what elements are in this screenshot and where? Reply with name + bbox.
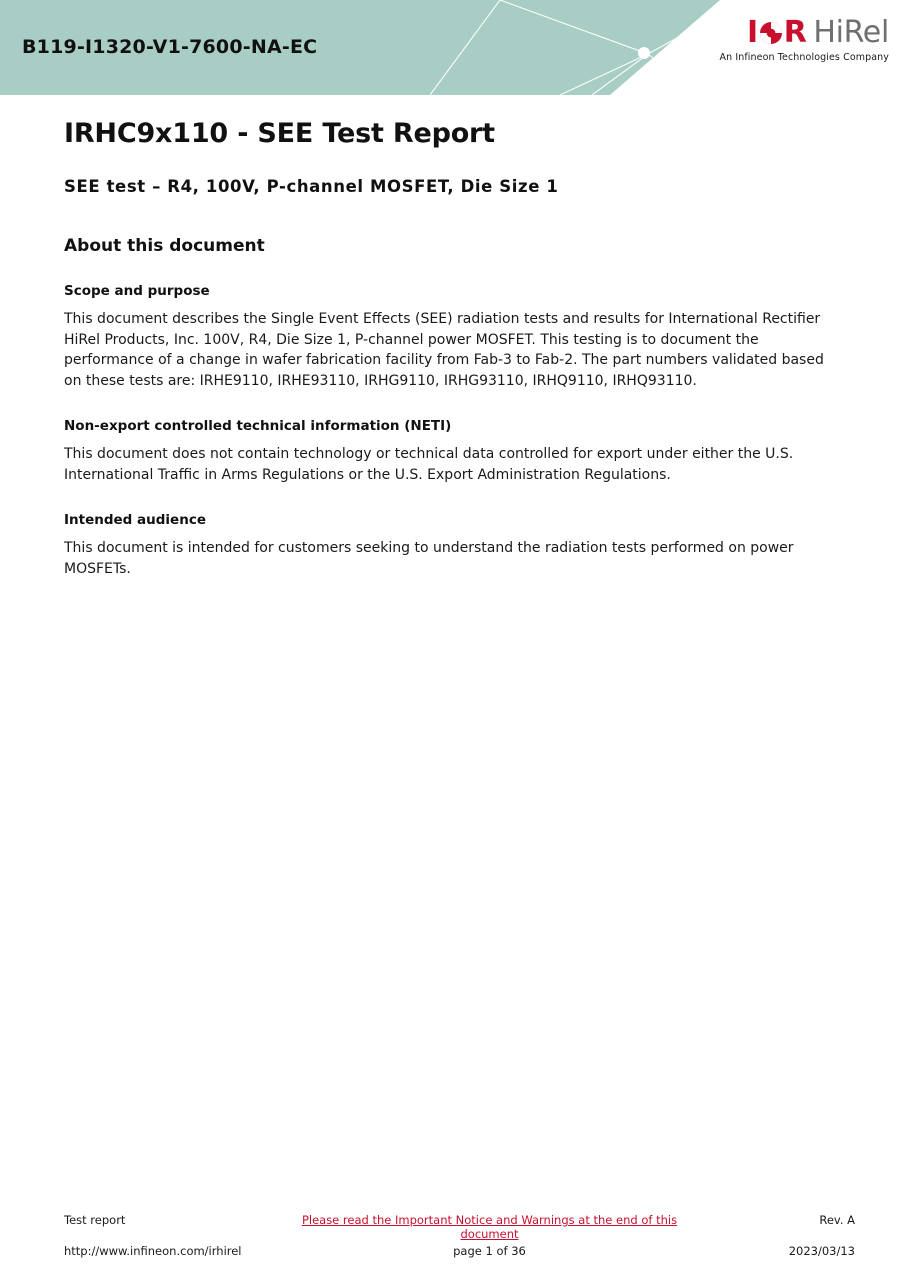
page-title: IRHC9x110 - SEE Test Report [64, 118, 495, 149]
ior-wordmark [747, 15, 807, 50]
document-body [64, 118, 854, 579]
footer-page-number: page 1 of 36 [453, 1244, 526, 1258]
neti-heading: Non-export controlled technical information (NETI) [64, 418, 452, 434]
page-subtitle: SEE test – R4, 100V, P-channel MOSFET, Die Size 1 [64, 177, 559, 196]
document-code: B119-I1320-V1-7600-NA-EC [22, 36, 318, 58]
hirel-text: HiRel [813, 15, 889, 50]
neti-text: This document does not contain technology or technical data controlled for export under either the U.S. International Traffic in Arms Regulations or the U.S. Export Administration Regulations. [64, 446, 794, 483]
hirel-wordmark [813, 15, 889, 50]
scope-and-purpose-heading: Scope and purpose [64, 283, 210, 299]
about-this-document-heading: About this document [64, 236, 265, 256]
intended-audience-text: This document is intended for customers seeking to understand the radiation tests performed on power MOSFETs. [64, 540, 794, 577]
footer-date: 2023/03/13 [788, 1244, 855, 1258]
ior-logo-mark [759, 21, 783, 45]
footer-url-link[interactable]: http://www.infineon.com/irhirel [64, 1244, 242, 1258]
page-header [0, 0, 905, 95]
ior-letter-r: R [783, 15, 807, 50]
intended-audience-heading: Intended audience [64, 512, 206, 528]
scope-and-purpose-text: This document describes the Single Event Effects (SEE) radiation tests and results for International Rectifier HiRel Products, Inc. 100V, R4, Die Size 1, P-channel power MOSFET. This testing is to document the performance of a change in wafer fabrication facility from Fab-3 to Fab-2. The part numbers validated based on these tests are: IRHE9110, IRHE93110, IRHG9110, IRHG93110, IRHQ9110, IRHQ93110. [64, 311, 824, 389]
company-logo [639, 15, 889, 63]
logo-tagline: An Infineon Technologies Company [719, 52, 889, 63]
footer-revision: Rev. A [819, 1213, 855, 1227]
footer-doc-type: Test report [64, 1213, 126, 1227]
ior-letter-i: I [747, 15, 758, 50]
important-notice-link[interactable]: Please read the Important Notice and Warnings at the end of this document [301, 1213, 678, 1241]
page-footer [64, 1213, 855, 1258]
